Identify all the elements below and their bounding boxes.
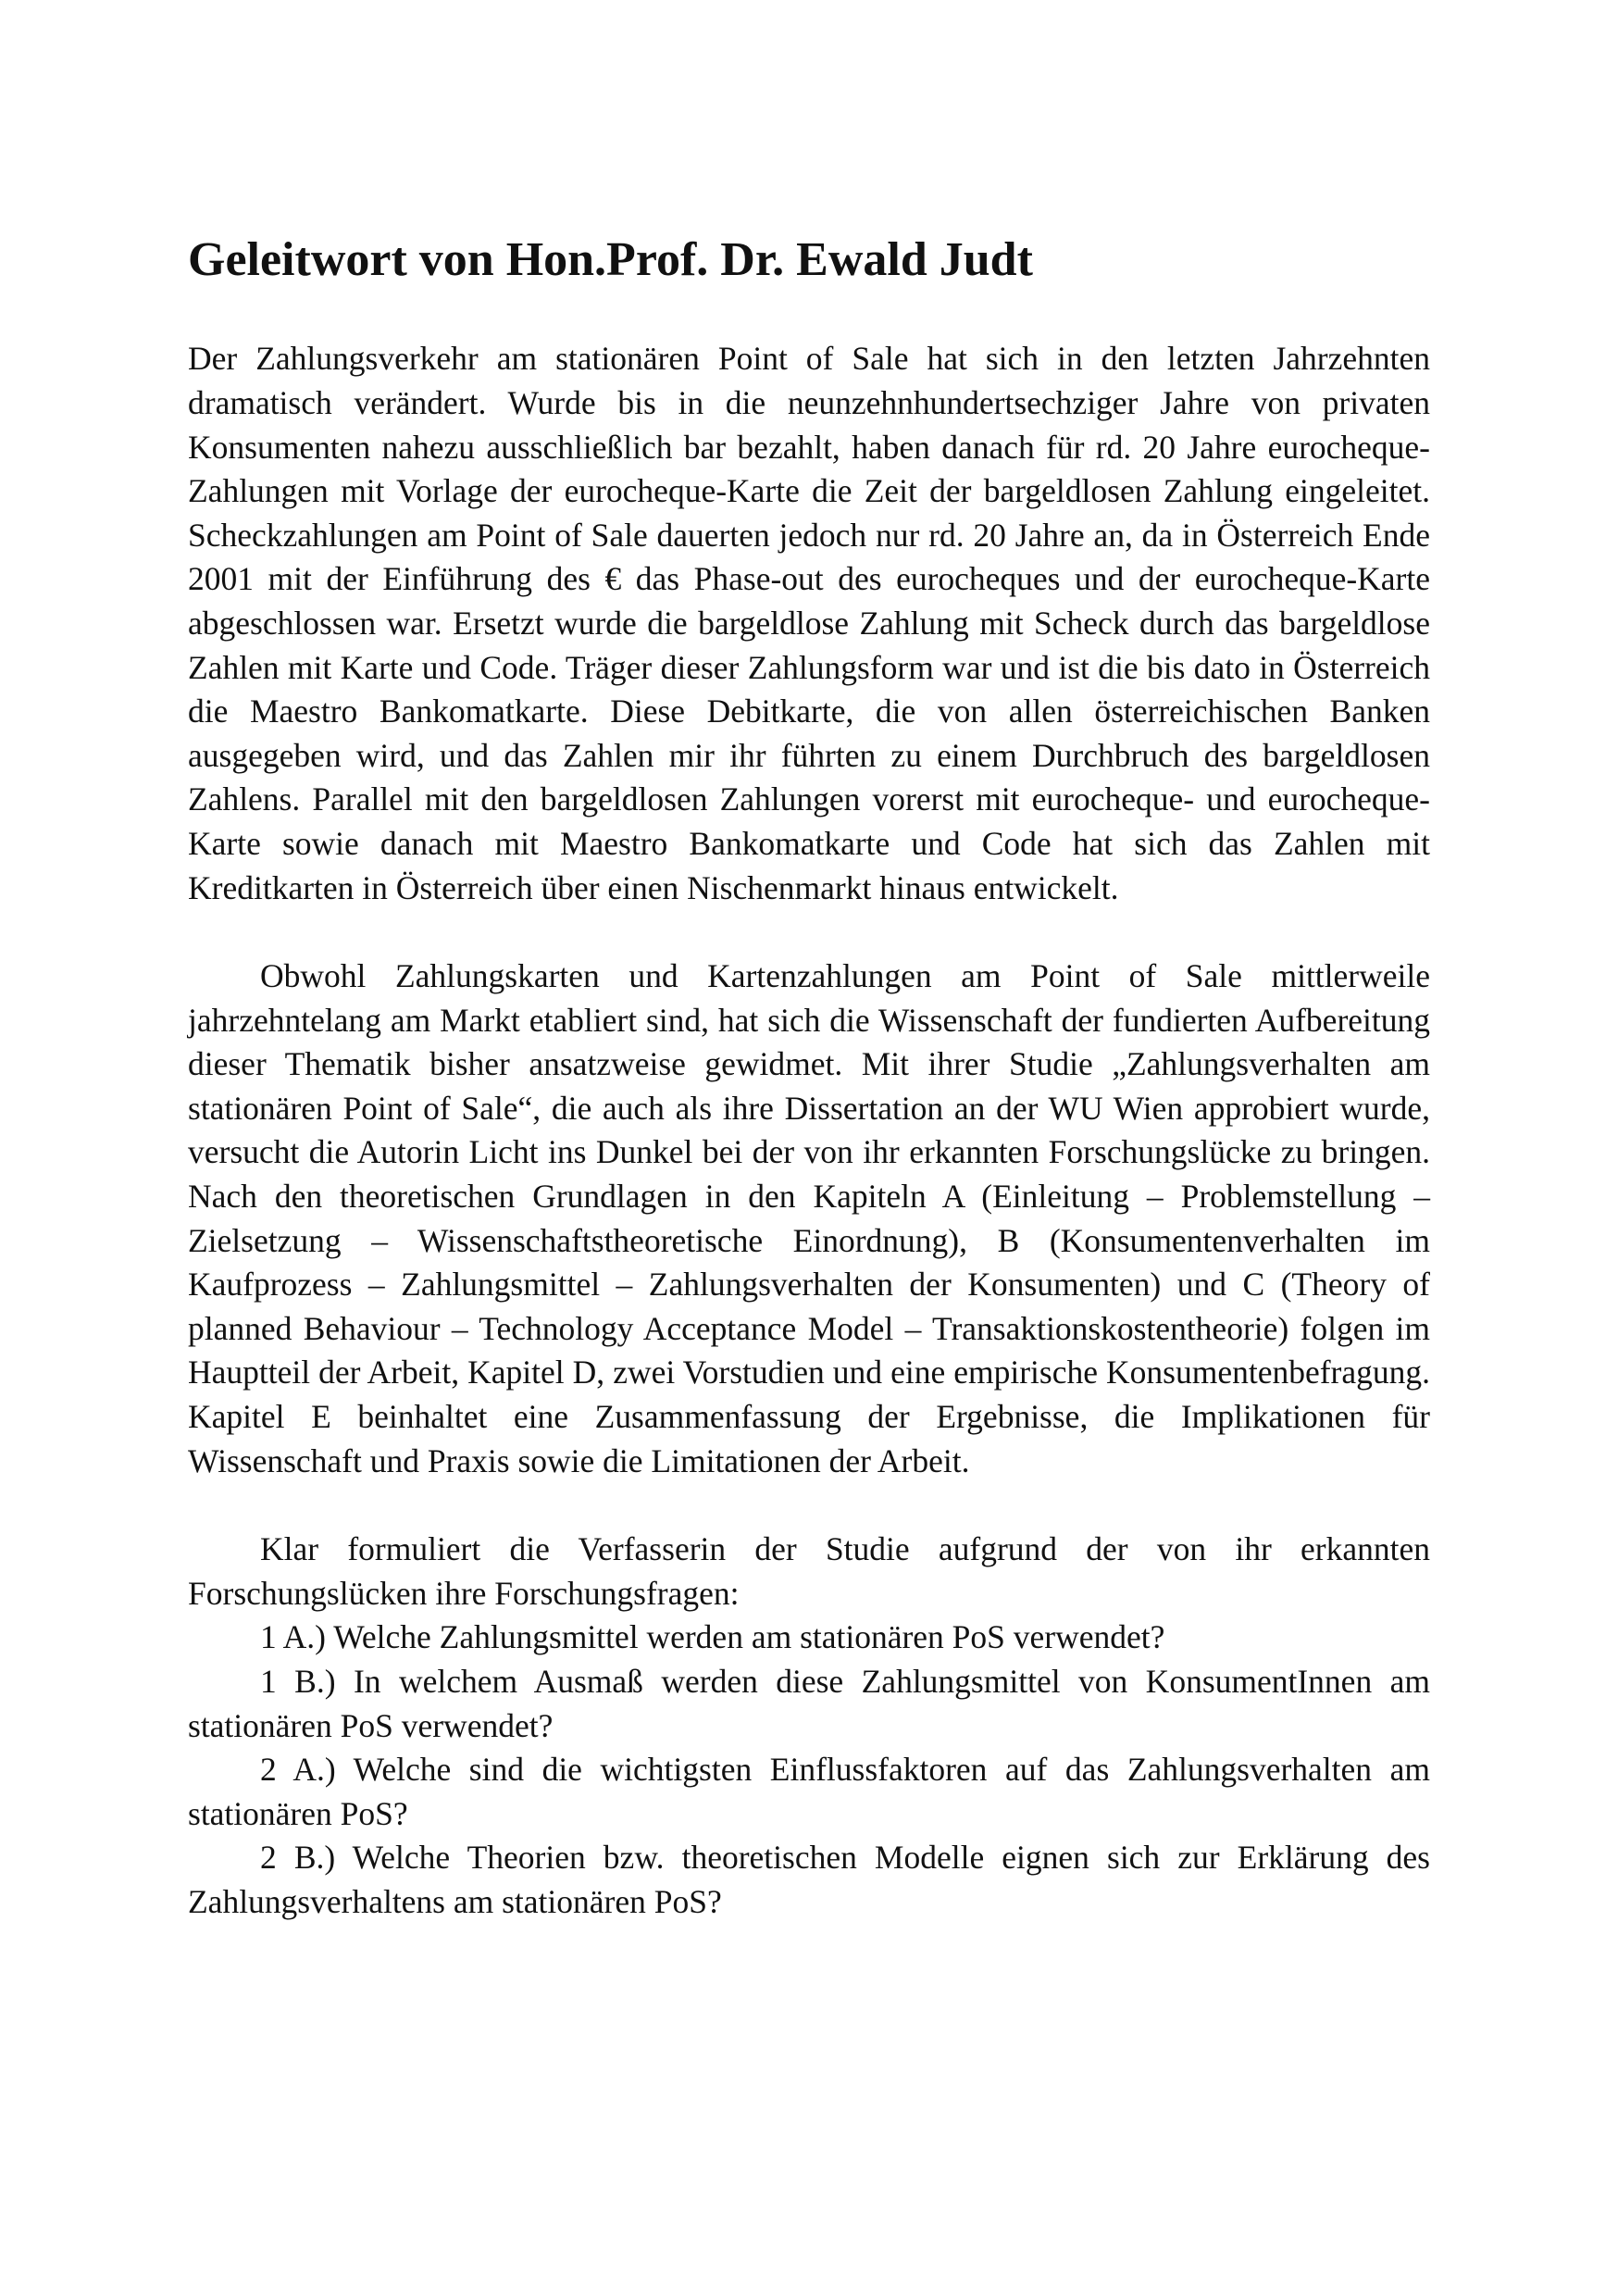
research-questions-list — [188, 1616, 1430, 1924]
paragraph-research-questions-intro: Klar formuliert die Verfasserin der Studie aufgrund der von ihr erkannten Forschungslücken ihre Forschungsfragen: — [188, 1530, 1430, 1612]
research-question-1a: 1 A.) Welche Zahlungsmittel werden am stationären PoS verwendet? — [260, 1618, 1165, 1656]
research-question-2b: 2 B.) Welche Theorien bzw. theoretischen Modelle eignen sich zur Erklärung des Zahlungsverhaltens am stationären PoS? — [188, 1839, 1430, 1920]
page-title: Geleitwort von Hon.Prof. Dr. Ewald Judt — [188, 233, 1033, 286]
paragraph-study-overview: Obwohl Zahlungskarten und Kartenzahlungen am Point of Sale mittlerweile jahrzehntelang am Markt etabliert sind, hat sich die Wissenschaft der fundierten Aufbereitung dieser Thematik bisher ansatzweise gewidmet. Mit ihrer Studie „Zahlungsverhalten am stationären Point of Sale“, die auch als ihre Dissertation an der WU Wien approbiert wurde, versucht die Autorin Licht ins Dunkel bei der von ihr erkannten Forschungslücke zu bringen. Nach den theoretischen Grundlagen in den Kapiteln A (Einleitung – Problemstellung – Zielsetzung – Wissenschaftstheoretische Einordnung), B (Konsumentenverhalten im Kaufprozess – Zahlungsmittel – Zahlungsverhalten der Konsumenten) und C (Theory of planned Behaviour – Technology Acceptance Model – Transaktionskostentheorie) folgen im Hauptteil der Arbeit, Kapitel D, zwei Vorstudien und eine empirische Konsumentenbefragung. Kapitel E beinhaltet eine Zusammenfassung der Ergebnisse, die Implikationen für Wissenschaft und Praxis sowie die Limitationen der Arbeit. — [188, 957, 1430, 1479]
paragraph-intro: Der Zahlungsverkehr am stationären Point of Sale hat sich in den letzten Jahrzehnten dramatisch verändert. Wurde bis in die neunzehnhundertsechziger Jahre von privaten Konsumenten nahezu ausschließlich bar bezahlt, haben danach für rd. 20 Jahre eurocheque-Zahlungen mit Vorlage der eurocheque-Karte die Zeit der bargeldlosen Zahlung eingeleitet. Scheckzahlungen am Point of Sale dauerten jedoch nur rd. 20 Jahre an, da in Österreich Ende 2001 mit der Einführung des € das Phase-out des eurocheques und der eurocheque-Karte abgeschlossen war. Ersetzt wurde die bargeldlose Zahlung mit Scheck durch das bargeldlose Zahlen mit Karte und Code. Träger dieser Zahlungsform war und ist die bis dato in Österreich die Maestro Bankomatkarte. Diese Debitkarte, die von allen österreichischen Banken ausgegeben wird, und das Zahlen mir ihr führten zu einem Durchbruch des bargeldlosen Zahlens. Parallel mit den bargeldlosen Zahlungen vorerst mit eurocheque- und eurocheque-Karte sowie danach mit Maestro Bankomatkarte und Code hat sich das Zahlen mit Kreditkarten in Österreich über einen Nischenmarkt hinaus entwickelt. — [188, 340, 1430, 906]
page-content — [188, 231, 1430, 1925]
research-question-1b: 1 B.) In welchem Ausmaß werden diese Zahlungsmittel von KonsumentInnen am stationären PoS verwendet? — [188, 1663, 1430, 1744]
research-question-2a: 2 A.) Welche sind die wichtigsten Einflussfaktoren auf das Zahlungsverhalten am stationären PoS? — [188, 1751, 1430, 1832]
